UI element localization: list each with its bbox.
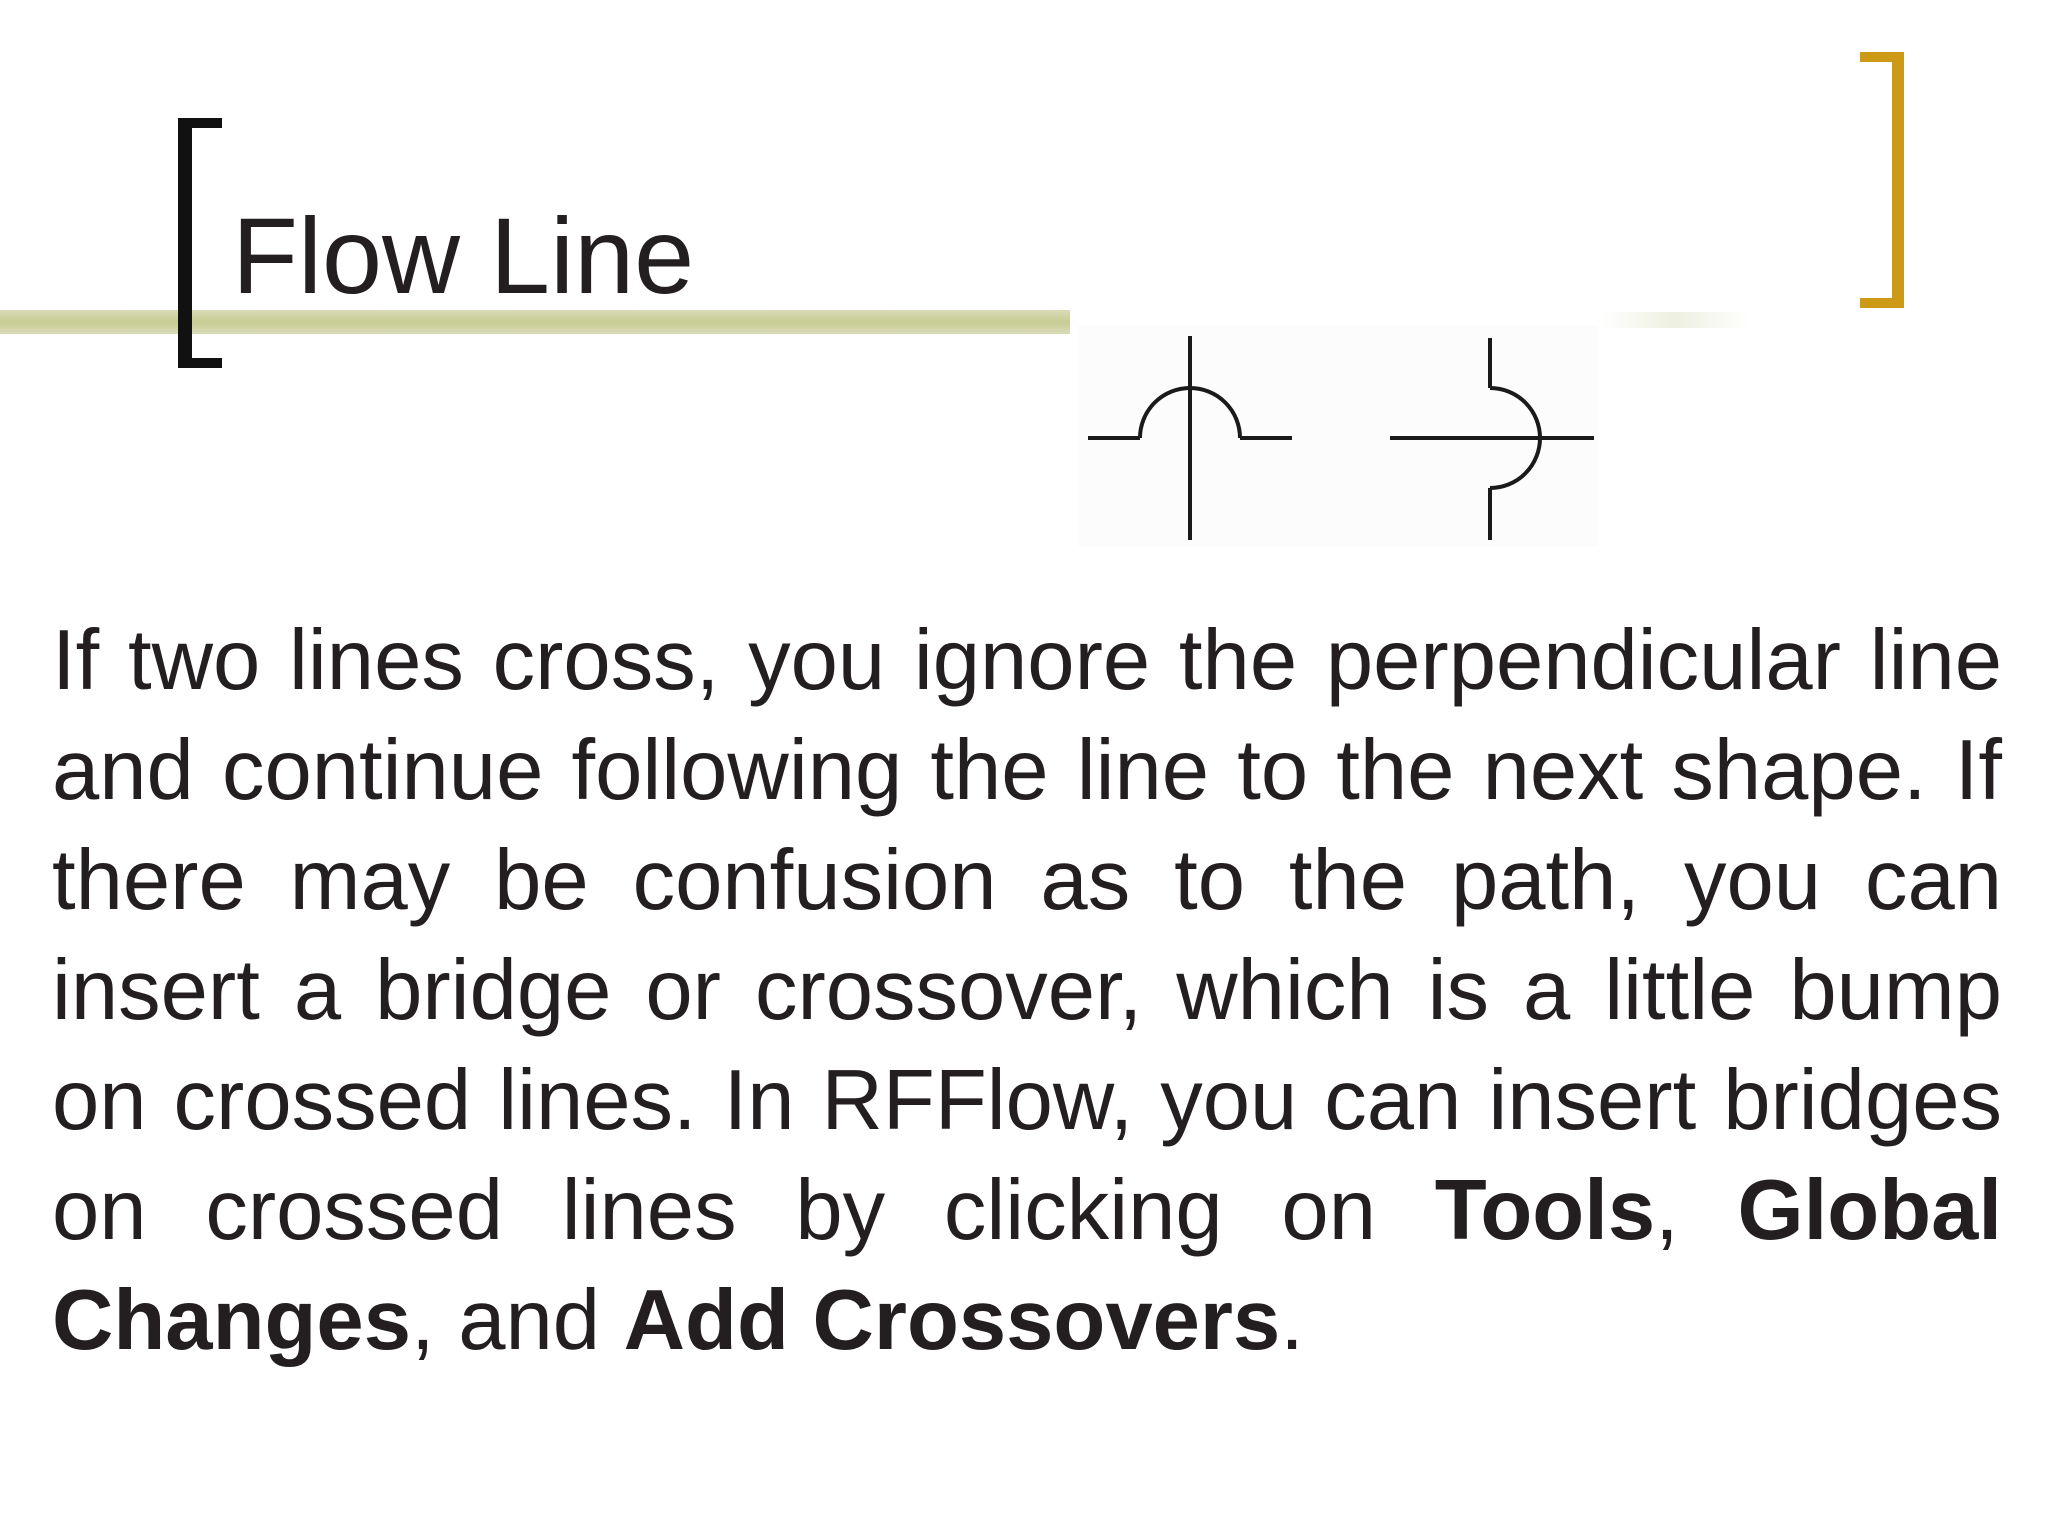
separator-2: , and: [410, 1273, 624, 1368]
separator-1: ,: [1655, 1163, 1738, 1258]
crossover-figure: [1078, 326, 1598, 546]
right-bracket-decoration: [1860, 52, 1904, 308]
menu-path-tools: Tools: [1434, 1163, 1656, 1258]
bridge-crossover-vertical-icon: [1390, 338, 1594, 540]
left-bracket-decoration: [178, 118, 222, 368]
sentence-end: .: [1280, 1273, 1304, 1368]
menu-path-add-crossovers: Add Crossovers: [623, 1273, 1281, 1368]
accent-line-fade: [1600, 312, 1750, 328]
body-paragraph: [52, 606, 2002, 1376]
menu-path-global-changes: Global Changes: [52, 1163, 2003, 1368]
bridge-crossover-horizontal-icon: [1088, 336, 1292, 540]
body-text-lead: If two lines cross, you ignore the perpendicular line and continue following the line to the next shape. If there may be confusion as to the path, you can insert a bridge or crossover, which is a little bump on crossed lines. In RFFlow, you can insert bridges on crossed lines by clicking on: [52, 613, 2002, 1258]
slide-title: Flow Line: [232, 195, 695, 316]
